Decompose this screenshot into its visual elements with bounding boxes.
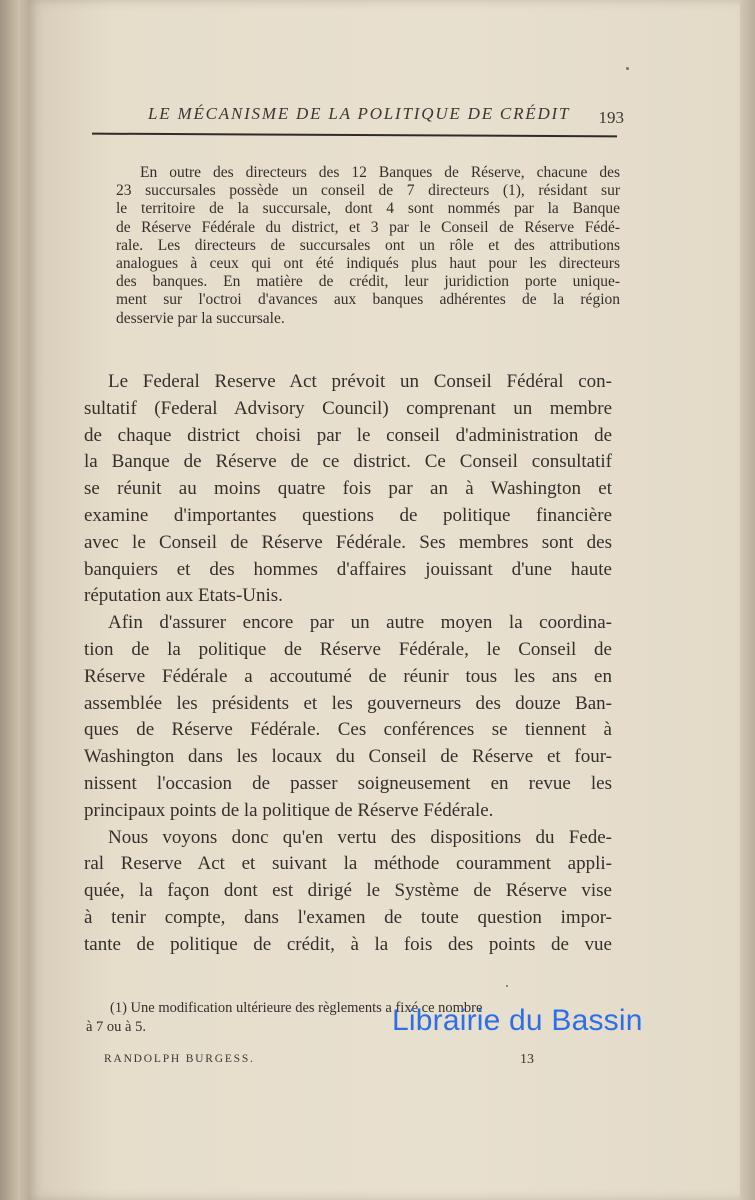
text-line: tion de la politique de Réserve Fédérale, le Conseil de [84, 638, 612, 660]
signature-mark: 13 [520, 1052, 534, 1067]
text-line: En outre des directeurs des 12 Banques de Réserve, chacune des [140, 164, 620, 181]
paragraph [84, 369, 612, 610]
small-print-paragraph [116, 164, 620, 328]
text-line: des banques. En matière de crédit, leur juridiction porte unique- [116, 273, 620, 291]
text-line: ment sur l'octroi d'avances aux banques adhérentes de la région [116, 291, 620, 309]
footnote-line: (1) Une modification ultérieure des règlements a fixé ce nombre [110, 1000, 483, 1016]
text-line: le territoire de la succursale, dont 4 sont nommés par la Banque [116, 200, 620, 218]
text-line: sultatif (Federal Advisory Council) comprenant un membre [84, 397, 612, 419]
text-line: de Réserve Fédérale du district, et 3 par le Conseil de Réserve Fédé- [116, 218, 620, 236]
text-line: banquiers et des hommes d'affaires jouissant d'une haute [84, 558, 612, 580]
footnote-line: à 7 ou à 5. [86, 1019, 146, 1035]
text-line: principaux points de la politique de Réserve Fédérale. [84, 799, 494, 821]
text-line: assemblée les présidents et les gouverneurs des douze Ban- [84, 692, 612, 714]
text-line: tante de politique de crédit, à la fois des points de vue [84, 933, 612, 955]
text-line: Réserve Fédérale a accoutumé de réunir tous les ans en [84, 665, 612, 687]
text-line: Afin d'assurer encore par un autre moyen la coordina- [108, 612, 612, 634]
main-text [84, 369, 612, 959]
running-head [148, 102, 624, 130]
text-line: Nous voyons donc qu'en vertu des dispositions du Fede- [108, 826, 612, 848]
seller-watermark: Librairie du Bassin [392, 1004, 643, 1037]
text-line: se réunit au moins quatre fois par an à Washington et [84, 478, 612, 500]
running-title: LE MÉCANISME DE LA POLITIQUE DE CRÉDIT [148, 104, 571, 123]
paper-speck [626, 67, 629, 70]
text-line: ral Reserve Act et suivant la méthode couramment appli- [84, 853, 612, 875]
paper-speck [506, 985, 508, 987]
text-line: de chaque district choisi par le conseil d'administration de [84, 424, 612, 446]
text-line: réputation aux Etats-Unis. [84, 585, 283, 607]
text-line: rale. Les directeurs de succursales ont un rôle et des attributions [116, 236, 620, 254]
page-number: 193 [598, 108, 624, 127]
text-line: à tenir compte, dans l'examen de toute question impor- [84, 906, 612, 928]
text-line: Washington dans les locaux du Conseil de Réserve et four- [84, 746, 612, 768]
text-line: quée, la façon dont est dirigé le Système de Réserve vise [84, 880, 612, 902]
text-line: 23 succursales possède un conseil de 7 directeurs (1), résidant sur [116, 182, 620, 200]
paragraph [84, 610, 612, 824]
text-line: ques de Réserve Fédérale. Ces conférences se tiennent à [84, 719, 612, 741]
text-line: la Banque de Réserve de ce district. Ce Conseil consultatif [84, 451, 612, 473]
text-line: examine d'importantes questions de politique financière [84, 504, 612, 526]
paragraph [84, 825, 612, 959]
text-line: desservie par la succursale. [116, 309, 285, 327]
author-name: RANDOLPH BURGESS. [104, 1053, 255, 1065]
text-line: analogues à ceux qui ont été indiqués plus haut pour les directeurs [116, 255, 620, 273]
text-line: nissent l'occasion de passer soigneusement en revue les [84, 772, 612, 794]
text-line: Le Federal Reserve Act prévoit un Conseil Fédéral con- [108, 371, 612, 392]
text-line: avec le Conseil de Réserve Fédérale. Ses membres sont des [84, 531, 612, 553]
